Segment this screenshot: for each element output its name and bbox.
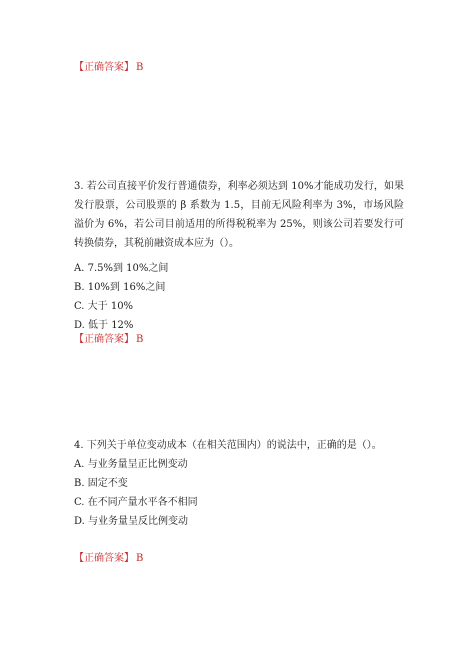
option-list [74,259,404,335]
option-c: C. 大于 10% [74,301,134,312]
option-d: D. 低于 12% [74,320,134,331]
option-a: A. 与业务量呈正比例变动 [74,459,188,470]
question-3 [74,177,404,335]
answer-block [74,61,143,75]
answer-value: B [136,334,144,345]
option-a: A. 7.5%到 10%之间 [74,263,169,274]
option-list [74,455,404,531]
option-b: B. 固定不变 [74,478,128,489]
option-b: B. 10%到 16%之间 [74,282,166,293]
answer-label: 【正确答案】 [74,62,134,73]
option-d: D. 与业务量呈反比例变动 [74,516,189,527]
answer-label: 【正确答案】 [74,334,134,345]
answer-block [74,333,143,347]
option-c: C. 在不同产量水平各不相同 [74,497,198,508]
question-4 [74,436,404,531]
question-stem: 4. 下列关于单位变动成本（在相关范围内）的说法中，正确的是（）。 [74,440,382,451]
answer-value: B [136,553,144,564]
question-stem: 3. 若公司直接平价发行普通债券，利率必须达到 10%才能成功发行，如果发行股票，公司股票的 β 系数为 1.5，目前无风险利率为 3%，市场风险溢价为 6%，若公司目前适用的所得税税率为 25%，则该公司若要发行可转换债券，其税前融资成本应为（）。 [74,181,404,249]
answer-block [74,552,143,566]
answer-label: 【正确答案】 [74,553,134,564]
answer-value: B [136,62,144,73]
